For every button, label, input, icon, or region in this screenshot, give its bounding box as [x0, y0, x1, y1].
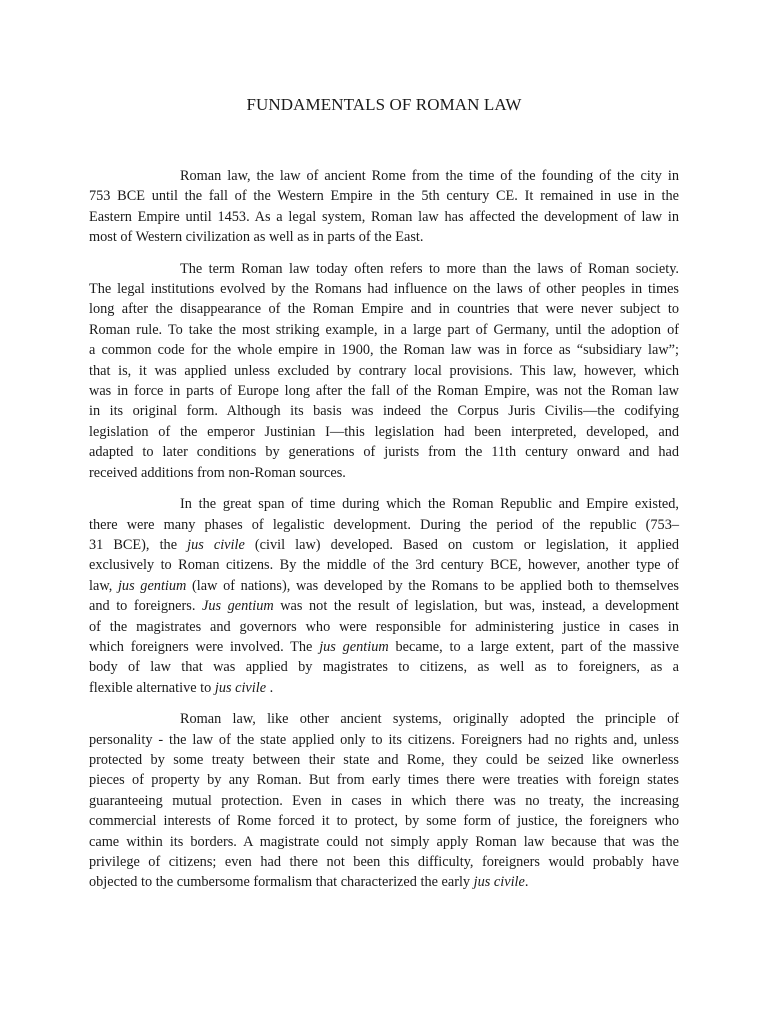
paragraph-line	[89, 207, 679, 227]
paragraph	[89, 259, 679, 483]
text-run: .	[524, 874, 529, 891]
text-run: 31 BCE), the	[89, 536, 188, 553]
paragraph-line	[89, 576, 679, 596]
text-run: Roman rule. To take the most striking example, in a large part of Germany, until the adoption of	[89, 321, 679, 338]
paragraph-line	[89, 832, 679, 852]
paragraph-line	[89, 340, 679, 360]
text-run: received additions from non-Roman sources.	[89, 464, 346, 481]
paragraph	[89, 494, 679, 698]
paragraph-line	[89, 852, 679, 872]
text-run: commercial interests of Rome forced it to protect, by some form of justice, the foreigners who	[89, 813, 679, 830]
text-run: was not the result of legislation, but was, instead, a development	[273, 598, 679, 615]
text-run: became, to a large extent, part of the massive	[388, 638, 679, 655]
text-run: in its original form. Although its basis was indeed the Corpus Juris Civilis—the codifying	[89, 403, 679, 420]
paragraph-line	[89, 463, 679, 483]
paragraph-line	[89, 186, 679, 206]
paragraph-line	[89, 401, 679, 421]
text-run: flexible alternative to	[89, 679, 215, 696]
text-run: protected by some treaty between their state and Rome, they could be seized like ownerless	[89, 751, 679, 768]
text-run: adapted to later conditions by generations of jurists from the 11th century onward and had	[89, 444, 679, 461]
text-run: there were many phases of legalistic development. During the period of the republic (753–	[89, 516, 679, 533]
text-run: pieces of property by any Roman. But from early times there were treaties with foreign states	[89, 772, 679, 789]
text-run: personality - the law of the state applied only to its citizens. Foreigners had no rights and, unless	[89, 731, 679, 748]
paragraph-line	[89, 299, 679, 319]
paragraph-line	[89, 678, 679, 698]
paragraph-line	[89, 422, 679, 442]
text-run: (civil law) developed. Based on custom or legislation, it applied	[244, 536, 679, 553]
text-run: that is, it was applied unless excluded by contrary local provisions. This law, however, which	[89, 362, 679, 379]
italic-term: jus civile	[187, 536, 245, 553]
text-run: (law of nations), was developed by the Romans to be applied both to themselves	[186, 577, 679, 594]
paragraph-line	[89, 791, 679, 811]
paragraph-line	[89, 555, 679, 575]
text-run: Roman law, like other ancient systems, originally adopted the principle of	[180, 711, 679, 728]
text-run: and to foreigners.	[89, 598, 202, 615]
text-run: .	[266, 679, 274, 696]
text-run: was in force in parts of Europe long after the fall of the Roman Empire, was not the Roman law	[89, 383, 679, 400]
paragraph-line	[89, 227, 679, 247]
paragraph-line	[89, 730, 679, 750]
text-run: body of law that was applied by magistrates to citizens, as well as to foreigners, as a	[89, 659, 679, 676]
paragraph-line	[89, 637, 679, 657]
paragraph-line	[89, 361, 679, 381]
paragraph-line	[89, 259, 679, 279]
paragraph-line	[89, 381, 679, 401]
paragraph-line	[89, 320, 679, 340]
italic-term: jus civile	[214, 679, 267, 696]
paragraph-line	[89, 811, 679, 831]
text-run: Roman law, the law of ancient Rome from the time of the founding of the city in	[180, 168, 679, 184]
text-run: legislation of the emperor Justinian I—this legislation had been interpreted, developed, and	[89, 423, 679, 440]
text-run: most of Western civilization as well as in parts of the East.	[89, 229, 424, 246]
paragraph-line	[89, 442, 679, 462]
italic-term: jus gentium	[117, 577, 187, 594]
italic-term: Jus gentium	[201, 598, 274, 615]
text-run: came within its borders. A magistrate could not simply apply Roman law because that was the	[89, 833, 679, 850]
text-run: 753 BCE until the fall of the Western Empire in the 5th century CE. It remained in use in the	[89, 188, 679, 205]
paragraph-line	[89, 596, 679, 616]
paragraph-line	[89, 166, 679, 186]
text-run: law,	[89, 577, 118, 594]
text-run: which foreigners were involved. The	[89, 638, 320, 655]
text-run: The legal institutions evolved by the Romans had influence on the laws of other peoples in times	[89, 281, 679, 298]
paragraph-line	[89, 494, 679, 514]
italic-term: jus gentium	[319, 638, 389, 655]
paragraph-line	[89, 617, 679, 637]
text-run: exclusively to Roman citizens. By the middle of the 3rd century BCE, however, another type of	[89, 557, 679, 574]
text-run: a common code for the whole empire in 1900, the Roman law was in force as “subsidiary law”;	[89, 342, 679, 359]
paragraph-line	[89, 657, 679, 677]
text-run: objected to the cumbersome formalism that characterized the early	[89, 874, 474, 891]
paragraph-line	[89, 515, 679, 535]
paragraph	[89, 166, 679, 248]
text-run: The term Roman law today often refers to more than the laws of Roman society.	[180, 260, 679, 277]
text-run: guaranteeing mutual protection. Even in cases in which there was no treaty, the increasing	[89, 792, 679, 809]
text-run: of the magistrates and governors who were responsible for administering justice in cases in	[89, 618, 679, 635]
document-title: FUNDAMENTALS OF ROMAN LAW	[246, 95, 522, 114]
paragraph-line	[89, 279, 679, 299]
text-run: long after the disappearance of the Roman Empire and in countries that were never subject to	[89, 301, 679, 318]
italic-term: jus civile	[473, 874, 525, 891]
text-run: In the great span of time during which the Roman Republic and Empire existed,	[180, 496, 679, 513]
document-body	[89, 166, 679, 904]
paragraph-line	[89, 750, 679, 770]
text-run: Eastern Empire until 1453. As a legal system, Roman law has affected the development of law in	[89, 208, 679, 225]
paragraph-line	[89, 770, 679, 790]
text-run: privilege of citizens; even had there not been this difficulty, foreigners would probably have	[89, 854, 679, 870]
paragraph-line	[89, 709, 679, 729]
paragraph	[89, 709, 679, 893]
paragraph-line	[89, 872, 679, 892]
paragraph-line	[89, 535, 679, 555]
